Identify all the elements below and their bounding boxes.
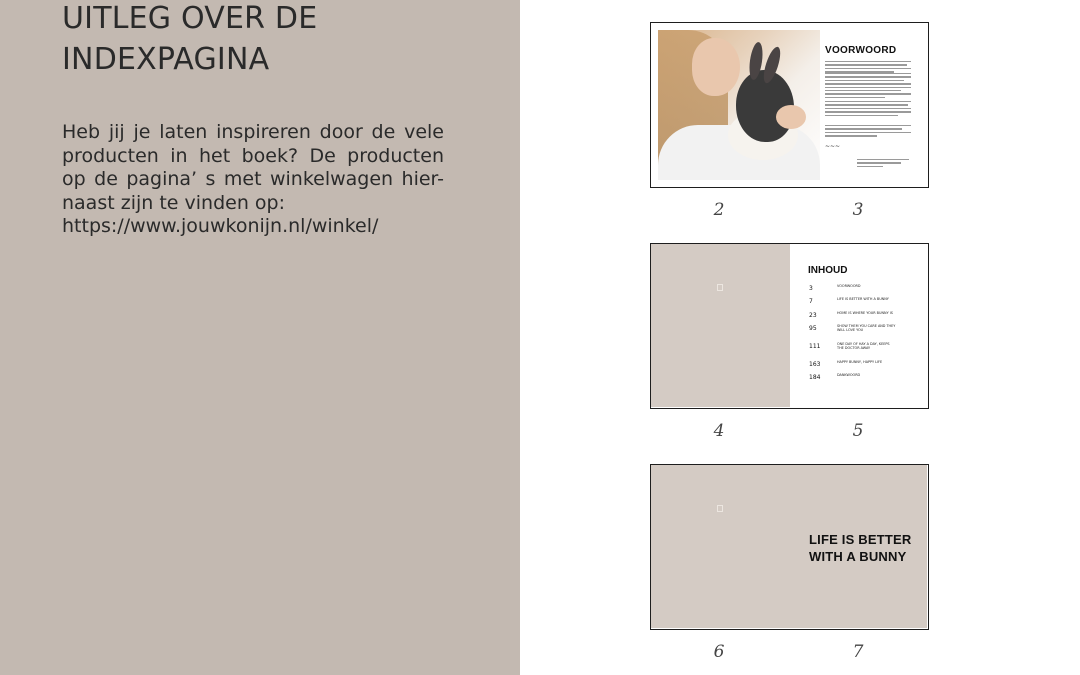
- page-title: [62, 0, 317, 80]
- page-number-3: 3: [852, 200, 864, 220]
- spread-inhoud: INHOUD 3 VOORWOORD 7 LIFE IS BETTER WITH A BUNNY 23 HOME IS WHERE YOUR BUNNY IS 95 SHOW THEM YOU CARE AND THEY WILL LOVE YOU 111 ONE DAY OF HAY A DAY, KEEPS THE DOCTOR AWAY 163 HAPPY BUNNY, HAPPY LIFE 184 DANKWOORD: [650, 243, 929, 409]
- page-number-2: 2: [713, 200, 725, 220]
- woman-with-rabbit-photo: [658, 30, 820, 180]
- page-number-5: 5: [852, 421, 864, 441]
- page-number-7: 7: [852, 642, 864, 662]
- left-panel: [0, 0, 520, 675]
- title-line-2: INDEXPAGINA: [62, 42, 270, 77]
- intro-paragraph: [62, 121, 444, 239]
- voorwoord-title: VOORWOORD: [825, 45, 897, 56]
- intro-text: Heb jij je laten inspireren door de vele producten in het boek? De producten op de pagina’ s met winkelwagen hier-naast zijn te vinden op:: [62, 121, 444, 214]
- shop-url[interactable]: https://www.jouwkonijn.nl/winkel/: [62, 215, 379, 237]
- blank-beige-page: [651, 244, 790, 407]
- spread-voorwoord: [650, 22, 929, 188]
- signature: ~~~: [825, 143, 841, 150]
- page-number-4: 4: [713, 421, 725, 441]
- spread-life-is-better: [650, 464, 929, 630]
- title-line-1: UITLEG OVER DE: [62, 1, 318, 36]
- page-number-6: 6: [713, 642, 725, 662]
- chapter-title: LIFE IS BETTER WITH A BUNNY: [809, 532, 912, 564]
- inhoud-title: INHOUD: [808, 265, 848, 276]
